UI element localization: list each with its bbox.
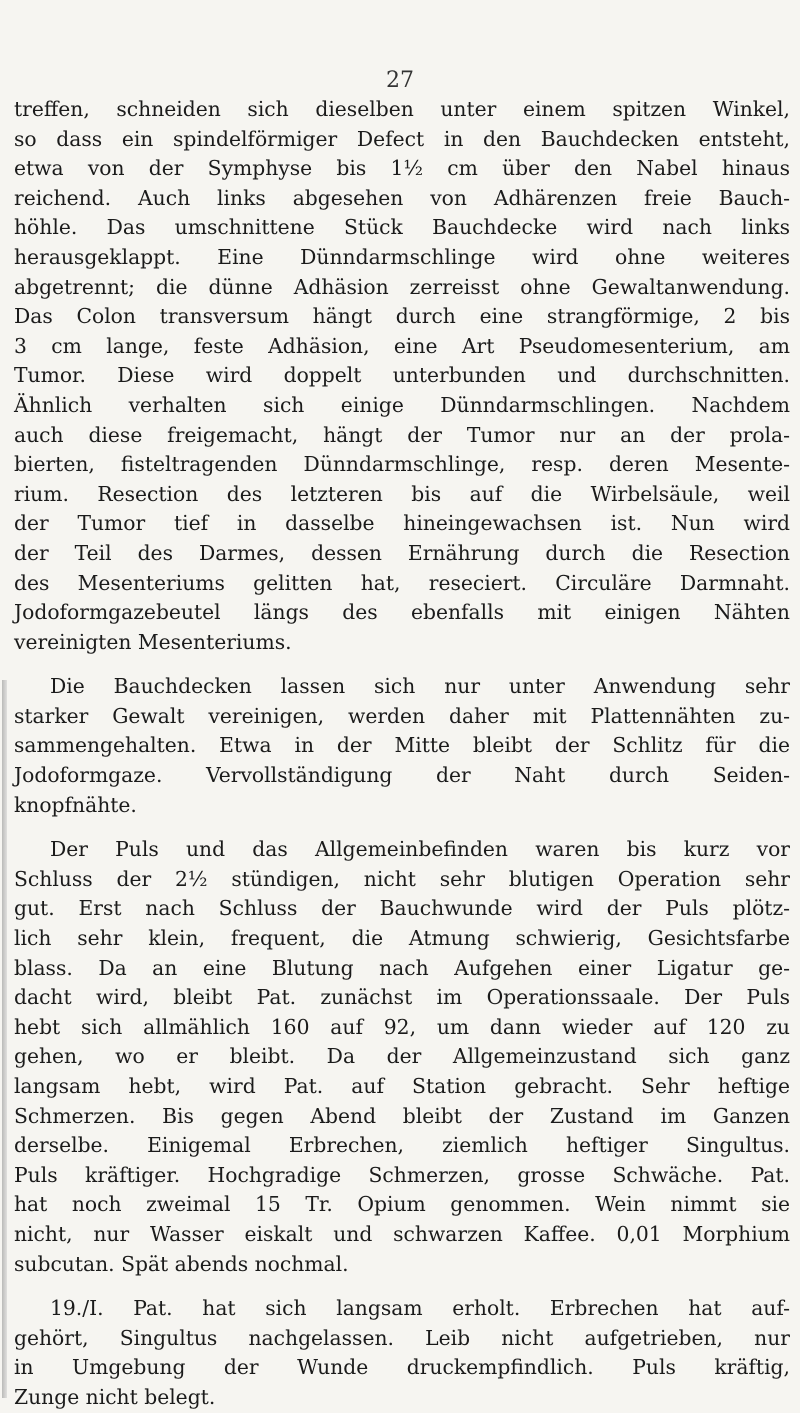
text-line: reichend. Auch links abgesehen von Adhärenzen freie Bauch- [14,185,790,210]
text-line: Zunge nicht belegt. [14,1384,216,1409]
body-text [14,95,800,1413]
paragraph-gap [14,820,800,835]
paragraph-gap [14,657,800,672]
text-line: langsam hebt, wird Pat. auf Station gebracht. Sehr heftige [14,1074,790,1098]
text-line: der Tumor tief in dasselbe hineingewachsen ist. Nun wird [14,511,790,536]
text-line: des Mesenteriums gelitten hat, reseciert. Circuläre Darmnaht. [14,570,790,595]
text-line: hebt sich allmählich 160 auf 92, um dann wieder auf 120 zu [14,1014,790,1039]
text-line: Jodoformgaze. Vervollständigung der Naht durch Seiden- [14,763,790,788]
paragraph [14,1294,800,1412]
text-line: 19./I. Pat. hat sich langsam erholt. Erbrechen hat auf- [50,1296,790,1321]
paragraph [14,95,800,657]
text-line: gut. Erst nach Schluss der Bauchwunde wird der Puls plötz- [14,896,790,921]
paragraph [14,835,800,1279]
text-line: auch diese freigemacht, hängt der Tumor nur an der prola- [14,422,790,447]
text-line: Puls kräftiger. Hochgradige Schmerzen, grosse Schwäche. Pat. [14,1162,790,1187]
text-line: abgetrennt; die dünne Adhäsion zerreisst ohne Gewaltanwendung. [14,274,790,299]
text-line: subcutan. Spät abends nochmal. [14,1251,349,1276]
text-line: blass. Da an eine Blutung nach Aufgehen einer Ligatur ge- [14,955,790,980]
text-line: dacht wird, bleibt Pat. zunächst im Operationssaale. Der Puls [14,985,790,1010]
text-line: vereinigten Mesenteriums. [14,629,292,654]
paragraph-gap [14,1279,800,1294]
text-line: derselbe. Einigemal Erbrechen, ziemlich heftiger Singultus. [14,1133,790,1158]
text-line: hat noch zweimal 15 Tr. Opium genommen. Wein nimmt sie [14,1192,790,1217]
text-line: Das Colon transversum hängt durch eine strangförmige, 2 bis [14,304,790,329]
text-line: knopfnähte. [14,792,137,817]
binding-shadow [2,680,7,1398]
text-line: bierten, fisteltragenden Dünndarmschlinge, resp. deren Mesente- [14,452,790,477]
text-line: höhle. Das umschnittene Stück Bauchdecke wird nach links [14,215,790,240]
page-number: 27 [386,68,414,93]
text-line: Die Bauchdecken lassen sich nur unter Anwendung sehr [50,674,790,699]
text-line: nicht, nur Wasser eiskalt und schwarzen Kaffee. 0,01 Morphium [14,1221,790,1246]
text-line: Schmerzen. Bis gegen Abend bleibt der Zustand im Ganzen [14,1103,790,1128]
text-line: gehört, Singultus nachgelassen. Leib nicht aufgetrieben, nur [14,1325,790,1350]
text-line: der Teil des Darmes, dessen Ernährung durch die Resection [14,540,790,565]
text-line: lich sehr klein, frequent, die Atmung schwierig, Gesichtsfarbe [14,926,790,951]
text-line: Jodoformgazebeutel längs des ebenfalls mit einigen Nähten [14,600,790,625]
text-line: Schluss der 2½ stündigen, nicht sehr blutigen Operation sehr [14,866,790,891]
text-line: Der Puls und das Allgemeinbefinden waren bis kurz vor [50,837,790,862]
text-line: 3 cm lange, feste Adhäsion, eine Art Pseudomesenterium, am [14,333,790,358]
text-line: rium. Resection des letzteren bis auf die Wirbelsäule, weil [14,481,790,506]
text-line: etwa von der Symphyse bis 1½ cm über den Nabel hinaus [14,156,790,181]
text-line: herausgeklappt. Eine Dünndarmschlinge wird ohne weiteres [14,244,790,269]
text-line: sammengehalten. Etwa in der Mitte bleibt der Schlitz für die [14,733,790,758]
text-line: gehen, wo er bleibt. Da der Allgemeinzustand sich ganz [14,1044,790,1069]
paragraph [14,672,800,820]
text-line: Tumor. Diese wird doppelt unterbunden und durchschnitten. [14,363,790,388]
text-line: starker Gewalt vereinigen, werden daher mit Plattennähten zu- [14,703,790,728]
text-line: Ähnlich verhalten sich einige Dünndarmschlingen. Nachdem [14,392,790,417]
text-line: treffen, schneiden sich dieselben unter einem spitzen Winkel, [14,97,790,121]
text-line: so dass ein spindelförmiger Defect in den Bauchdecken entsteht, [14,126,790,151]
text-line: in Umgebung der Wunde druckempfindlich. Puls kräftig, [14,1355,790,1380]
